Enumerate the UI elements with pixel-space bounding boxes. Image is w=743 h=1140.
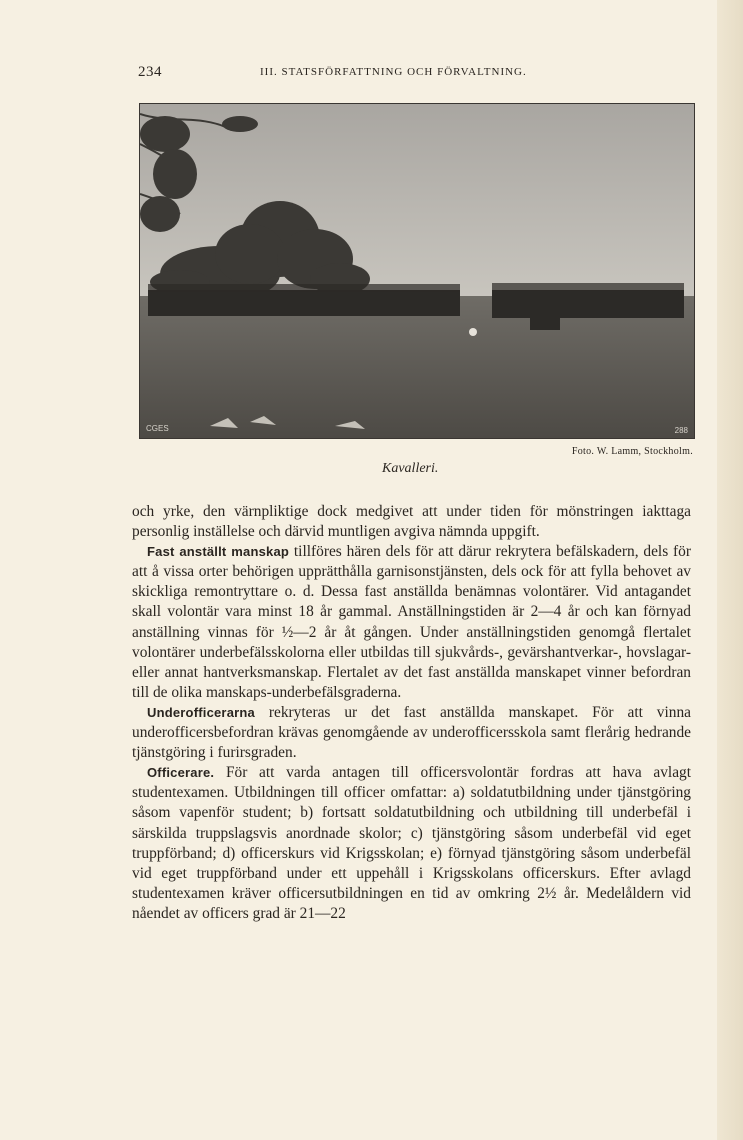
cavalry-line-left (148, 284, 460, 316)
cavalry-photograph (139, 103, 695, 439)
page-number: 234 (138, 64, 162, 80)
cavalry-photo-image (140, 104, 694, 438)
run-in-heading: Underofficerarna (147, 704, 255, 720)
dog (469, 328, 477, 336)
plate-mark-left: CGES (146, 424, 169, 433)
paragraph-continuation: och yrke, den värnpliktige dock medgivet att under tiden för mönstringen iakttaga personlig inställelse och därvid muntligen avgiva nämnda uppgift. (132, 503, 691, 541)
plate-mark-right: 288 (674, 426, 688, 435)
paragraph-text: rekryteras ur det fast anställda manskapet. För att vinna underofficersbefordran krävas genomgående av underofficersskola samt flerårig hedrande tjänstgöring i furirsgraden. (132, 703, 691, 762)
paragraph-officerare (132, 763, 691, 924)
page-edge (717, 0, 743, 1140)
photo-credit: Foto. W. Lamm, Stockholm. (571, 446, 693, 457)
paragraph-fast-anstallt (132, 542, 691, 703)
running-head (138, 64, 694, 84)
body-text (132, 502, 691, 924)
figure-caption: Kavalleri. (382, 461, 439, 476)
paragraph-text: För att varda antagen till officersvolontär fordras att hava avlagt studentexamen. Utbildningen till officer omfattar: a) soldatutbildning under tjänstgöring såsom vapenför student; b) fortsatt soldatutbildning och utbildning till underbefäl i särskilda truppslagsvis anordnade skolor; c) tjänstgöring såsom underbefäl vid eget truppförband; d) officerskurs vid Krigsskolan; e) förnyad tjänstgöring såsom underbefäl vid eget truppförband under ett uppehåll i Krigsskolans officerskurs. Efter avlagd studentexamen kräver officersutbildningen en tid av omkring 2½ år. Medelåldern vid nåendet av officers grad är 21—22 (132, 764, 691, 922)
paragraph-underofficerarna (132, 703, 691, 763)
run-in-heading: Officerare. (147, 765, 215, 781)
paragraph-text: tillföres hären dels för att därur rekrytera befälskadern, dels för att å vissa orter behörigen upprätthålla garnisonstjänsten, dels ock för att fylla behovet av skickliga remontryttare o. d. Dessa fast anställda benämnas volontärer. Vid antagandet skall volontär vara minst 18 år gammal. Anställningstiden är 2—4 år och kan förnyad anställning vinnas för ½—2 år åt gången. Under anställningstiden genomgå flertalet volontärer underbefälsskolorna eller utbildas till sjukvårds-, gevärshantverkar-, hovslagar- eller annat hantverksmanskap. Flertalet av det fast anställda manskapet vinner befordran till de olika manskaps-underbefälsgraderna. (132, 543, 691, 701)
running-title: III. STATSFÖRFATTNING OCH FÖRVALTNING. (260, 66, 527, 78)
run-in-heading: Fast anställt manskap (147, 544, 290, 560)
